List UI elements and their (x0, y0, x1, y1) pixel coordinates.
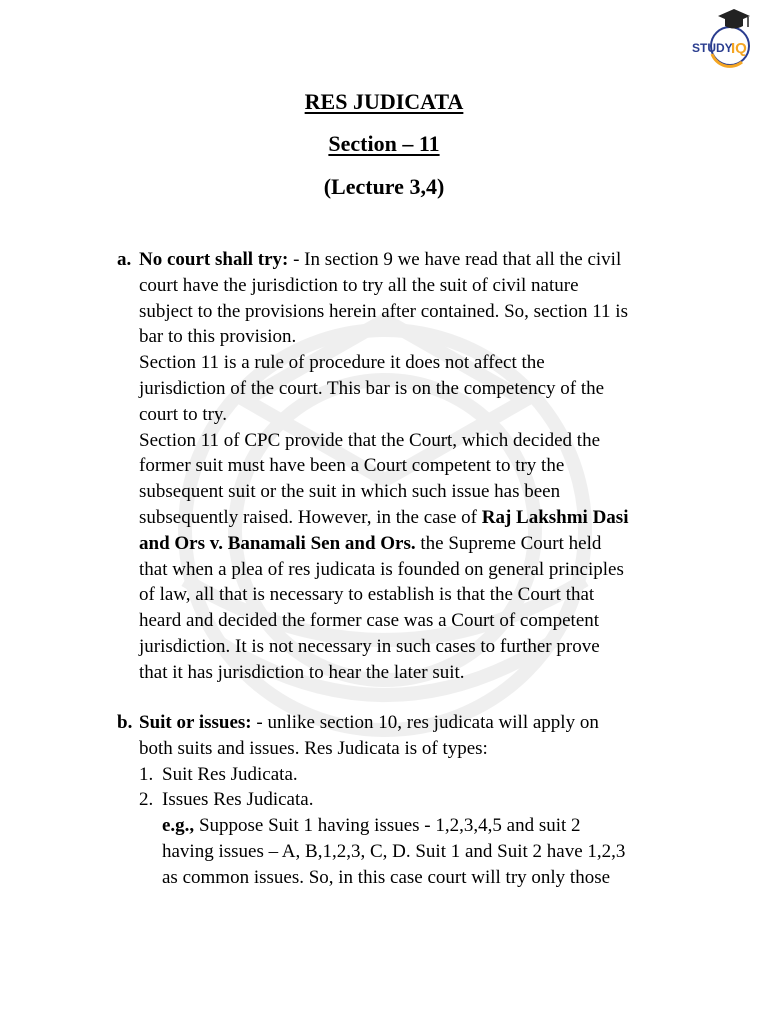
numbered-item (139, 787, 677, 813)
item-number: 1. (139, 763, 154, 785)
logo-text: STUDY (692, 41, 733, 55)
text-line: subsequently raised. However, in the case of Raj Lakshmi Dasi (139, 506, 629, 528)
lecture-heading (0, 174, 768, 200)
text-line: former suit must have been a Court competent to try the (139, 455, 565, 477)
item-heading: No court shall try: (139, 249, 289, 270)
text-line: Section 11 is a rule of procedure it does not affect the (139, 352, 545, 374)
item-marker: a. (117, 249, 132, 270)
item-text: Suit Res Judicata. (162, 763, 298, 785)
text-line: as common issues. So, in this case court will try only those (162, 866, 611, 888)
text-line: heard and decided the former case was a Court of competent (139, 610, 600, 632)
case-name: Raj Lakshmi Dasi (481, 506, 629, 528)
text-line: e.g., Suppose Suit 1 having issues - 1,2,3,4,5 and suit 2 (162, 815, 581, 837)
text-line: subject to the provisions herein after contained. So, section 11 is (139, 300, 628, 322)
graduation-cap-icon (690, 6, 758, 68)
text-line: of law, all that is necessary to establish is that the Court that (139, 584, 595, 606)
example-paragraph (162, 813, 677, 890)
lecture-text: (Lecture 3,4) (323, 174, 445, 199)
text-line: that it has jurisdiction to hear the later suit. (139, 661, 465, 683)
text-line: Suit or issues: - unlike section 10, res judicata will apply on (139, 712, 599, 733)
text-line: both suits and issues. Res Judicata is of types: (139, 737, 488, 759)
item-b-body (139, 710, 677, 891)
text-line: jurisdiction. It is not necessary in such cases to further prove (139, 635, 600, 657)
item-heading: Suit or issues: (139, 712, 252, 733)
list-item-a (117, 247, 677, 686)
text-line: bar to this provision. (139, 326, 297, 348)
case-name: and Ors v. Banamali Sen and Ors. (139, 532, 416, 554)
text-line: court have the jurisdiction to try all the suit of civil nature (139, 274, 579, 296)
example-label: e.g., (162, 815, 195, 837)
text-line: having issues – A, B,1,2,3, C, D. Suit 1 and Suit 2 have 1,2,3 (162, 840, 626, 862)
numbered-item (139, 762, 677, 788)
text-line: jurisdiction of the court. This bar is on the competency of the (139, 377, 605, 399)
logo-mark: IQ (731, 40, 747, 57)
document-title (0, 89, 768, 115)
item-text: Issues Res Judicata. (162, 789, 314, 811)
text-line: subsequent suit or the suit in which such issue has been (139, 481, 561, 503)
item-number: 2. (139, 789, 154, 811)
list-item-b (117, 710, 677, 891)
item-marker: b. (117, 712, 133, 733)
studyiq-logo (690, 6, 758, 68)
title-text: RES JUDICATA (304, 89, 464, 114)
text-line: No court shall try: - In section 9 we have read that all the civil (139, 249, 622, 270)
text-line: that when a plea of res judicata is founded on general principles (139, 558, 624, 580)
item-a-body (139, 247, 677, 686)
text-line: court to try. (139, 403, 227, 425)
section-heading (0, 131, 768, 157)
text-line: Section 11 of CPC provide that the Court, which decided the (139, 429, 601, 451)
section-text: Section – 11 (328, 131, 440, 156)
text-line: and Ors v. Banamali Sen and Ors. the Supreme Court held (139, 532, 602, 554)
